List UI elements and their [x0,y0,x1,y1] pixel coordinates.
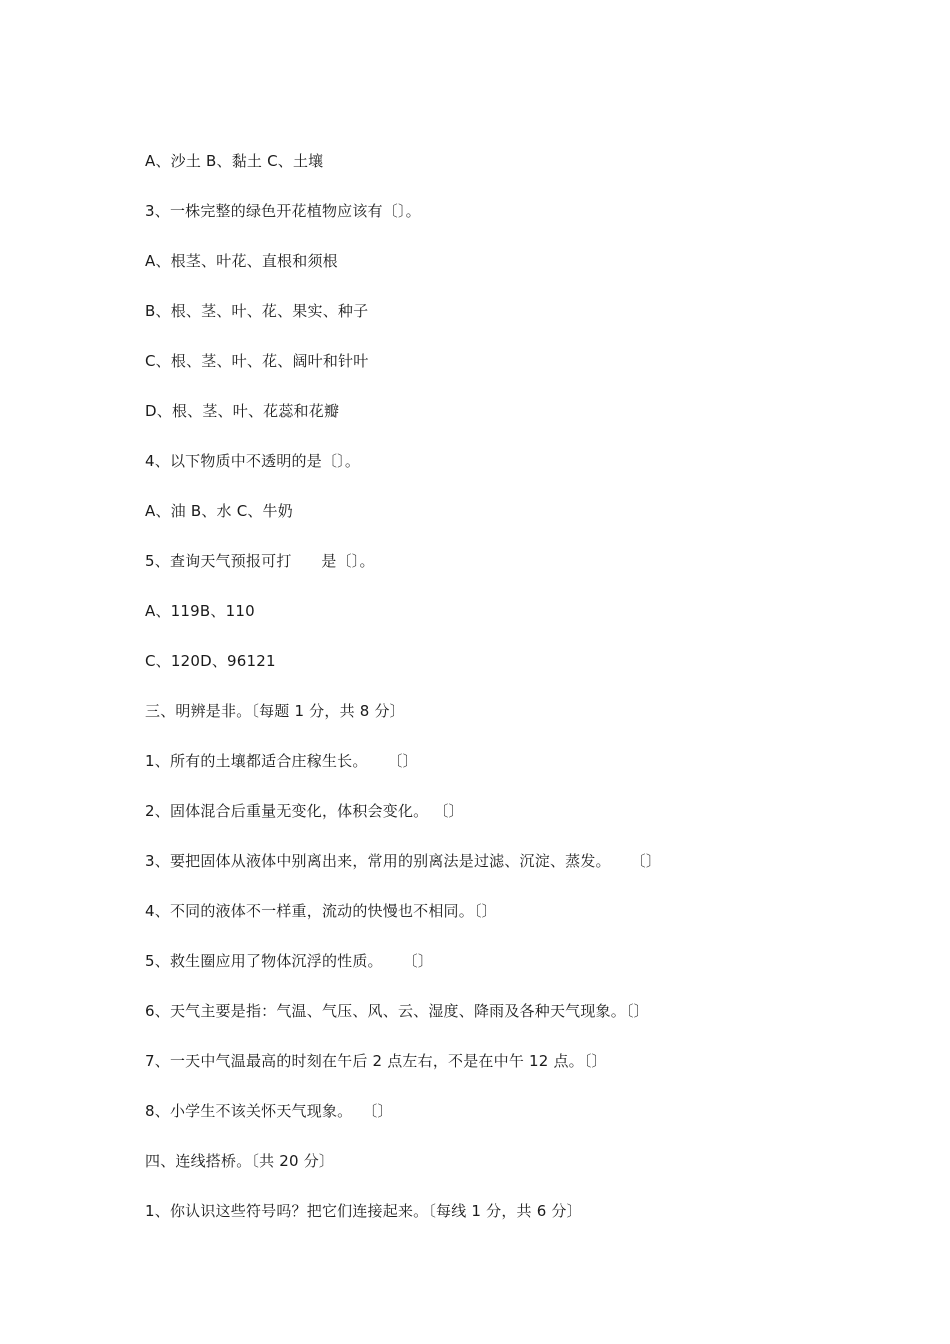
question-3: 3、一株完整的绿色开花植物应该有〔〕。 [145,202,421,220]
true-false-8: 8、小学生不该关怀天气现象。 〔〕 [145,1102,393,1120]
section-4-heading: 四、连线搭桥。〔共 20 分〕 [145,1152,335,1170]
true-false-7: 7、一天中气温最高的时刻在午后 2 点左右，不是在中午 12 点。〔〕 [145,1052,607,1070]
options-4: A、油 B、水 C、牛奶 [145,502,293,520]
section-3-heading: 三、明辨是非。〔每题 1 分，共 8 分〕 [145,702,405,720]
matching-question-1: 1、你认识这些符号吗？把它们连接起来。〔每线 1 分，共 6 分〕 [145,1202,582,1220]
document-page [145,150,845,1250]
true-false-5: 5、救生圈应用了物体沉浮的性质。 〔〕 [145,952,434,970]
true-false-4: 4、不同的液体不一样重，流动的快慢也不相同。〔〕 [145,902,497,920]
true-false-3: 3、要把固体从液体中别离出来，常用的别离法是过滤、沉淀、蒸发。 〔〕 [145,852,662,870]
options-5-cd: C、120D、96121 [145,652,276,670]
question-5: 5、查询天气预报可打 是〔〕。 [145,552,375,570]
option-3c: C、根、茎、叶、花、阔叶和针叶 [145,352,369,370]
true-false-2: 2、固体混合后重量无变化，体积会变化。 〔〕 [145,802,464,820]
option-line-soil: A、沙土 B、黏土 C、土壤 [145,152,324,170]
option-3b: B、根、茎、叶、花、果实、种子 [145,302,369,320]
option-3d: D、根、茎、叶、花蕊和花瓣 [145,402,340,420]
options-5-ab: A、119B、110 [145,602,255,620]
true-false-1: 1、所有的土壤都适合庄稼生长。 〔〕 [145,752,418,770]
option-3a: A、根茎、叶花、直根和须根 [145,252,338,270]
question-4: 4、以下物质中不透明的是〔〕。 [145,452,361,470]
true-false-6: 6、天气主要是指：气温、气压、风、云、湿度、降雨及各种天气现象。〔〕 [145,1002,649,1020]
